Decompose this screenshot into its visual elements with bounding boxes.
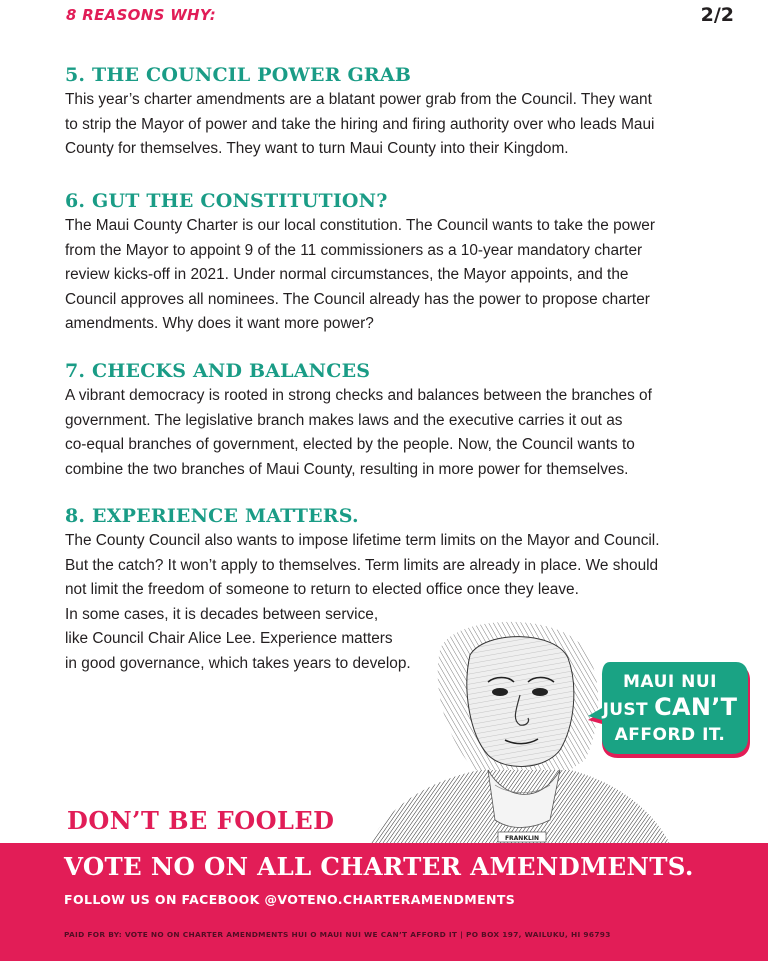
reason-6-body bbox=[65, 214, 725, 337]
body-line: The Maui County Charter is our local constitution. The Council wants to take the power bbox=[65, 217, 655, 234]
reason-6-section bbox=[65, 190, 725, 337]
reason-5-body bbox=[65, 88, 725, 162]
vote-no-headline: VOTE NO ON ALL CHARTER AMENDMENTS. bbox=[64, 852, 694, 881]
body-line: in good governance, which takes years to develop. bbox=[65, 654, 411, 672]
body-line: combine the two branches of Maui County, resulting in more power for themselves. bbox=[65, 460, 629, 478]
dont-be-fooled-callout: DON’T BE FOOLED bbox=[67, 806, 335, 835]
bubble-line-3: AFFORD IT. bbox=[614, 725, 726, 745]
body-line: government. The legislative branch makes laws and the executive carries it out as bbox=[65, 411, 623, 429]
bubble-emphasis: CAN’T bbox=[654, 693, 738, 721]
page-number: 2/2 bbox=[700, 4, 734, 26]
kicker-label: 8 REASONS WHY: bbox=[66, 6, 217, 24]
portrait-label: FRANKLIN bbox=[504, 835, 540, 842]
bubble-line-2 bbox=[600, 695, 740, 723]
body-line: to strip the Mayor of power and take the hiring and firing authority over who leads Maui bbox=[65, 115, 655, 133]
body-line: not limit the freedom of someone to return to elected office once they leave. bbox=[65, 581, 579, 599]
body-line: County for themselves. They want to turn Maui County into their Kingdom. bbox=[65, 140, 569, 158]
body-line: In some cases, it is decades between service, bbox=[65, 605, 379, 623]
body-line: like Council Chair Alice Lee. Experience matters bbox=[65, 630, 393, 648]
reason-8-heading: 8. EXPERIENCE MATTERS. bbox=[65, 505, 359, 527]
body-line: But the catch? It won’t apply to themselves. Term limits are already in place. We should bbox=[65, 556, 659, 574]
body-line: The County Council also wants to impose lifetime term limits on the Mayor and Council. bbox=[65, 532, 660, 549]
reason-7-heading: 7. CHECKS AND BALANCES bbox=[65, 360, 371, 382]
paid-for-disclaimer: PAID FOR BY: VOTE NO ON CHARTER AMENDMENTS HUI O MAUI NUI WE CAN’T AFFORD IT | PO BOX 197, WAILUKU, HI 96793 bbox=[64, 930, 611, 939]
reason-7-body bbox=[65, 384, 725, 482]
facebook-follow-link[interactable]: FOLLOW US ON FACEBOOK @VOTENO.CHARTERAMENDMENTS bbox=[64, 892, 516, 907]
body-line: from the Mayor to appoint 9 of the 11 commissioners as a 10-year mandatory charter bbox=[65, 241, 643, 259]
reason-7-section bbox=[65, 360, 725, 482]
body-line: co-equal branches of government, elected by the people. Now, the Council wants to bbox=[65, 436, 635, 454]
body-line: This year’s charter amendments are a blatant power grab from the Council. They want bbox=[65, 91, 652, 108]
body-line: amendments. Why does it want more power? bbox=[65, 315, 374, 333]
speech-bubble-text bbox=[600, 670, 740, 748]
reason-5-section bbox=[65, 64, 725, 162]
body-line: A vibrant democracy is rooted in strong checks and balances between the branches of bbox=[65, 387, 652, 404]
bubble-line-1: MAUI NUI bbox=[623, 672, 717, 692]
reason-5-heading: 5. THE COUNCIL POWER GRAB bbox=[65, 64, 412, 86]
reason-6-heading: 6. GUT THE CONSTITUTION? bbox=[65, 190, 388, 212]
bubble-line-2-prefix: JUST bbox=[602, 700, 655, 720]
body-line: review kicks-off in 2021. Under normal circumstances, the Mayor appoints, and the bbox=[65, 266, 629, 284]
body-line: Council approves all nominees. The Council already has the power to propose charter bbox=[65, 290, 650, 308]
